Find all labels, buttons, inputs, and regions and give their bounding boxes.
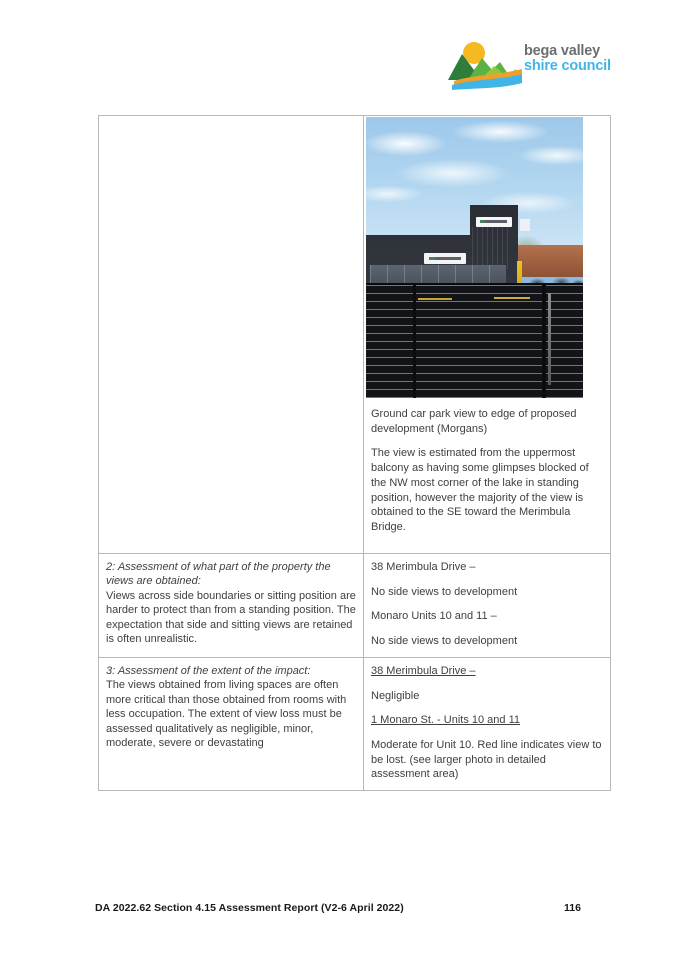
criteria-cell-3 <box>99 657 364 790</box>
morgans-signage <box>424 253 466 264</box>
footer-page-number: 116 <box>564 902 581 914</box>
mountains-sun-wave-logo-icon <box>448 36 522 90</box>
tower-fin-screen <box>472 227 512 269</box>
table-row <box>99 116 611 554</box>
response-cell-photo <box>364 116 611 554</box>
response-cell-3 <box>364 657 611 790</box>
response-line-heading: 1 Monaro St. - Units 10 and 11 <box>371 714 520 727</box>
table-row <box>99 657 611 790</box>
fence-gate-rail <box>548 293 551 385</box>
side-signage <box>520 219 530 231</box>
logo-line-1: bega valley <box>524 43 600 59</box>
response-line: Negligible <box>371 689 420 702</box>
response-line: No side views to development <box>371 585 518 598</box>
photo-note: The view is estimated from the uppermost balcony as having some glimpses blocked of the NW most corner of the lake in standing position, however the majority of the view is obtained to the SE toward the Merimbula Bridge. <box>371 447 589 534</box>
view-loss-assessment-table <box>98 115 611 791</box>
response-cell-2 <box>364 553 611 657</box>
photo-caption: Ground car park view to edge of proposed development (Morgans) <box>371 408 577 435</box>
criteria-title-2: 2: Assessment of what part of the property the views are obtained: <box>106 560 331 588</box>
table-row <box>99 553 611 657</box>
response-line: 38 Merimbula Drive – <box>371 560 476 573</box>
criteria-title-3: 3: Assessment of the extent of the impact: <box>106 664 311 677</box>
site-photograph <box>366 117 583 398</box>
fence-post-left <box>413 285 416 398</box>
tower-signage <box>476 217 512 227</box>
response-line: Moderate for Unit 10. Red line indicates view to be lost. (see larger photo in detailed assessment area) <box>371 739 602 781</box>
logo-line-2: shire council <box>524 58 611 75</box>
criteria-body-3: The views obtained from living spaces are often more critical than those obtained from rooms with less occupation. The extent of view loss must be assessed qualitatively as negligible, minor, moderate, severe or devastating <box>106 679 347 750</box>
response-line: No side views to development <box>371 635 518 648</box>
fence-yellow-marker-left <box>418 298 452 300</box>
page-footer <box>95 902 581 914</box>
criteria-body-2: Views across side boundaries or sitting position are harder to protect than from a standing position. The expectation that side and sitting views are retained is often unrealistic. <box>106 589 356 646</box>
fence-post-right <box>542 285 546 398</box>
footer-document-reference: DA 2022.62 Section 4.15 Assessment Report (V2-6 April 2022) <box>95 902 404 914</box>
response-line: Monaro Units 10 and 11 – <box>371 610 497 623</box>
bega-valley-shire-council-logo <box>448 36 630 94</box>
criteria-cell-empty <box>99 116 364 554</box>
response-line-heading: 38 Merimbula Drive – <box>371 664 476 677</box>
criteria-cell-2 <box>99 553 364 657</box>
logo-wordmark <box>524 44 634 74</box>
fence-yellow-marker-right <box>494 297 530 299</box>
